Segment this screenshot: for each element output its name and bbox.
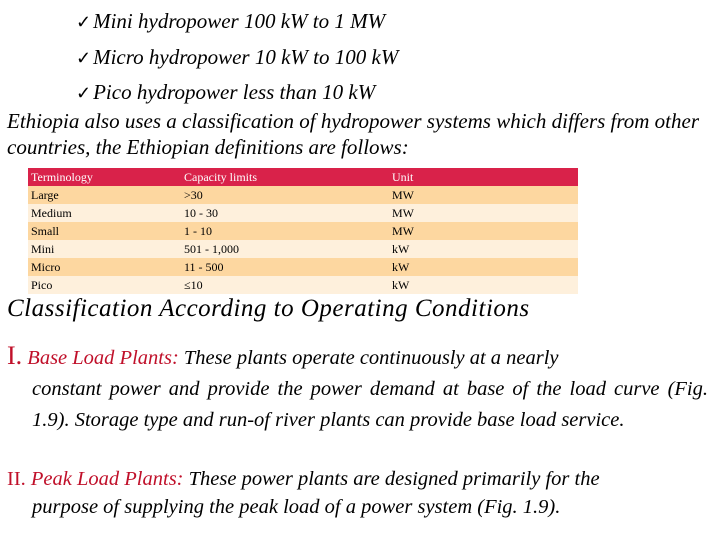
para-number: I. bbox=[7, 341, 23, 370]
para-body-first: These plants operate continuously at a nearly bbox=[183, 347, 559, 369]
cell-capacity: >30 bbox=[184, 188, 203, 202]
check-icon: ✓ bbox=[76, 12, 92, 32]
bullet-mini-hydropower bbox=[76, 4, 398, 40]
cell-unit: kW bbox=[392, 260, 410, 274]
header-terminology: Terminology bbox=[31, 170, 93, 184]
header-capacity-limits: Capacity limits bbox=[184, 170, 257, 184]
cell-terminology: Pico bbox=[31, 278, 53, 292]
cell-terminology: Large bbox=[31, 188, 59, 202]
cell-capacity: 11 - 500 bbox=[184, 260, 224, 274]
bullet-text: Pico hydropower less than 10 kW bbox=[93, 80, 376, 104]
para-title: Base Load Plants: bbox=[27, 347, 179, 369]
check-icon: ✓ bbox=[76, 47, 92, 68]
table-header-row bbox=[28, 168, 578, 186]
bullet-text: Mini hydropower 100 kW to 1 MW bbox=[93, 9, 386, 33]
check-icon: ✓ bbox=[76, 83, 92, 103]
bullet-pico-hydropower bbox=[76, 75, 398, 111]
cell-unit: MW bbox=[392, 224, 414, 238]
para-number: II. bbox=[7, 468, 26, 490]
para-body-rest: purpose of supplying the peak load of a power system (Fig. 1.9). bbox=[32, 496, 561, 518]
classification-table bbox=[28, 168, 578, 294]
bullet-micro-hydropower bbox=[76, 40, 398, 76]
para-body-rest: constant power and provide the power demand at base of the load curve (Fig. 1.9). Storage type and run-of river plants can provide base load service. bbox=[32, 378, 708, 431]
cell-capacity: 10 - 30 bbox=[184, 206, 218, 220]
para-title: Peak Load Plants: bbox=[30, 468, 184, 490]
para-body-first: These power plants are designed primarily for the bbox=[188, 468, 600, 490]
peak-load-paragraph bbox=[7, 465, 708, 521]
cell-terminology: Medium bbox=[31, 206, 72, 220]
base-load-paragraph bbox=[7, 340, 708, 436]
header-unit: Unit bbox=[392, 170, 414, 184]
cell-unit: kW bbox=[392, 242, 410, 256]
table-row bbox=[28, 276, 578, 294]
cell-terminology: Small bbox=[31, 224, 60, 238]
cell-unit: kW bbox=[392, 278, 410, 292]
table-row bbox=[28, 240, 578, 258]
cell-capacity: 501 - 1,000 bbox=[184, 242, 239, 256]
cell-terminology: Micro bbox=[31, 260, 61, 274]
bullet-text: Micro hydropower 10 kW to 100 kW bbox=[93, 44, 399, 69]
cell-unit: MW bbox=[392, 188, 414, 202]
table-row bbox=[28, 258, 578, 276]
table-row bbox=[28, 222, 578, 240]
table-row bbox=[28, 204, 578, 222]
table-row bbox=[28, 186, 578, 204]
cell-terminology: Mini bbox=[31, 242, 55, 256]
cell-capacity: ≤10 bbox=[184, 278, 203, 292]
intro-paragraph: Ethiopia also uses a classification of hydropower systems which differs from other countries, the Ethiopian definitions are follows: bbox=[7, 109, 700, 159]
cell-unit: MW bbox=[392, 206, 414, 220]
bullet-list bbox=[76, 4, 398, 111]
section-heading: Classification According to Operating Conditions bbox=[7, 295, 530, 322]
cell-capacity: 1 - 10 bbox=[184, 224, 212, 238]
